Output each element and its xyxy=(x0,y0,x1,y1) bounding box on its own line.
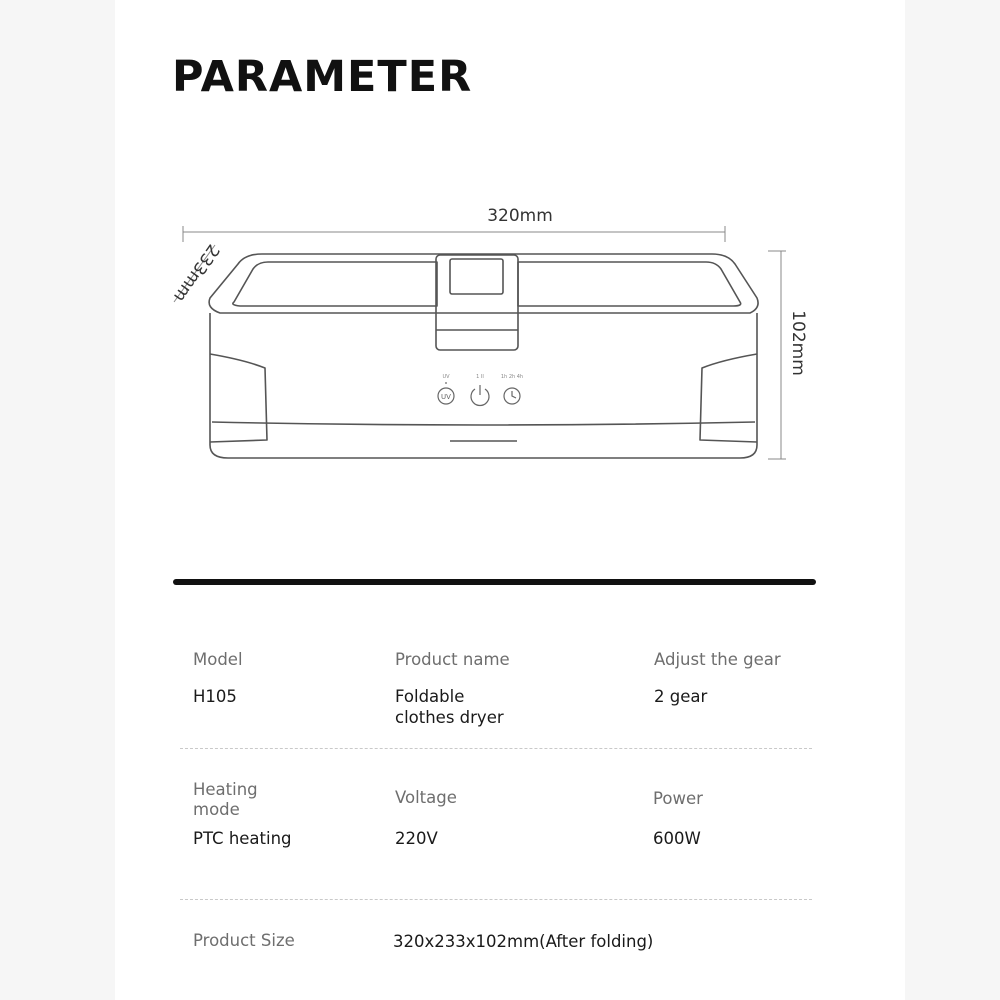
power-label: Power xyxy=(653,789,703,808)
heating-mode-value: PTC heating xyxy=(193,829,292,848)
height-label: 102mm xyxy=(788,310,808,376)
row-separator xyxy=(180,899,812,900)
product-size-value: 320x233x102mm(After folding) xyxy=(393,932,654,951)
width-label: 320mm xyxy=(487,206,553,226)
voltage-label: Voltage xyxy=(395,788,457,807)
depth-label: 233mm xyxy=(169,240,224,306)
heating-mode-label: Heating mode xyxy=(193,780,258,819)
control-panel xyxy=(438,374,523,405)
depth-dimension xyxy=(169,240,223,305)
uv-button xyxy=(438,374,454,404)
gear-indicator-label: 1 II xyxy=(476,374,484,380)
gear-value: 2 gear xyxy=(654,687,708,706)
row-separator xyxy=(180,748,812,749)
uv-indicator-label: UV xyxy=(442,374,450,380)
model-value: H105 xyxy=(193,687,237,706)
height-dimension xyxy=(768,251,808,459)
uv-button-label: UV xyxy=(441,393,451,401)
page-title: PARAMETER xyxy=(172,52,473,102)
power-icon xyxy=(471,374,489,405)
gear-label: Adjust the gear xyxy=(654,650,781,669)
power-value: 600W xyxy=(653,829,701,848)
product-name-label: Product name xyxy=(395,650,510,669)
timer-clock-icon xyxy=(501,374,523,404)
voltage-value: 220V xyxy=(395,829,438,848)
width-dimension xyxy=(183,206,725,242)
section-divider xyxy=(173,579,816,585)
model-label: Model xyxy=(193,650,243,669)
product-outline xyxy=(209,254,758,458)
timer-indicator-label: 1h 2h 4h xyxy=(500,374,524,380)
page-sheet xyxy=(115,0,905,1000)
product-size-label: Product Size xyxy=(193,931,295,950)
product-dimension-diagram xyxy=(150,190,850,490)
product-name-value: Foldable clothes dryer xyxy=(395,687,504,727)
